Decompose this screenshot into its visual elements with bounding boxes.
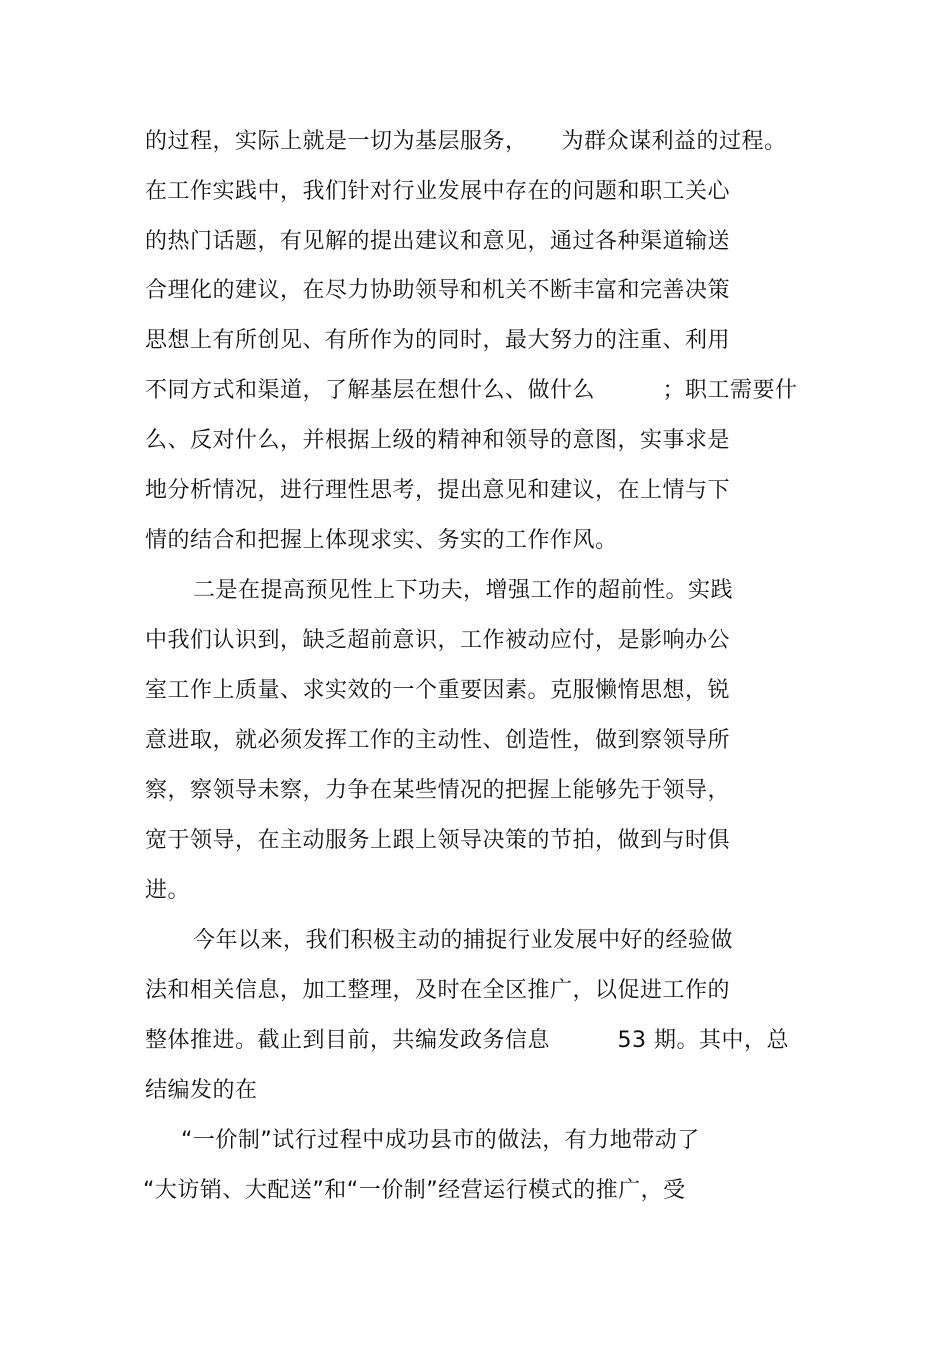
text-line: 思想上有所创见、有所作为的同时，最大努力的注重、利用	[145, 328, 731, 353]
text-line: 的过程，实际上就是一切为基层服务， 为群众谋利益的过程。	[145, 129, 787, 154]
text-line: 在工作实践中，我们针对行业发展中存在的问题和职工关心	[145, 179, 731, 204]
text-line: 地分析情况，进行理性思考，提出意见和建议，在上情与下	[145, 478, 731, 503]
text-line: “大访销、大配送”和“一价制”经营运行模式的推广，受	[143, 1178, 686, 1203]
text-line: 室工作上质量、求实效的一个重要因素。克服懒惰思想，锐	[145, 678, 731, 703]
paragraph-first-line: “一价制”试行过程中成功县市的做法，有力地带动了	[181, 1128, 700, 1153]
text-line: 不同方式和渠道，了解基层在想什么、做什么 ；职工需要什	[145, 378, 798, 403]
text-line: 合理化的建议，在尽力协助领导和机关不断丰富和完善决策	[145, 278, 731, 303]
text-line: 的热门话题，有见解的提出建议和意见，通过各种渠道输送	[145, 229, 731, 254]
text-line: 中我们认识到，缺乏超前意识，工作被动应付，是影响办公	[145, 628, 731, 653]
text-line: 结编发的在	[145, 1078, 258, 1103]
text-line: 宽于领导，在主动服务上跟上领导决策的节拍，做到与时俱	[145, 828, 731, 853]
text-line: 察，察领导未察，力争在某些情况的把握上能够先于领导，	[145, 778, 731, 803]
paragraph-first-line: 二是在提高预见性上下功夫，增强工作的超前性。实践	[193, 578, 734, 603]
text-line: 整体推进。截止到目前，共编发政务信息 53 期。其中，总	[145, 1028, 789, 1053]
text-line: 情的结合和把握上体现求实、务实的工作作风。	[145, 528, 618, 553]
text-line: 法和相关信息，加工整理，及时在全区推广，以促进工作的	[145, 978, 731, 1003]
text-line: 进。	[145, 878, 191, 903]
text-line: 么、反对什么，并根据上级的精神和领导的意图，实事求是	[145, 428, 731, 453]
text-line: 意进取，就必须发挥工作的主动性、创造性，做到察领导所	[145, 728, 731, 753]
paragraph-first-line: 今年以来，我们积极主动的捕捉行业发展中好的经验做	[193, 928, 734, 953]
